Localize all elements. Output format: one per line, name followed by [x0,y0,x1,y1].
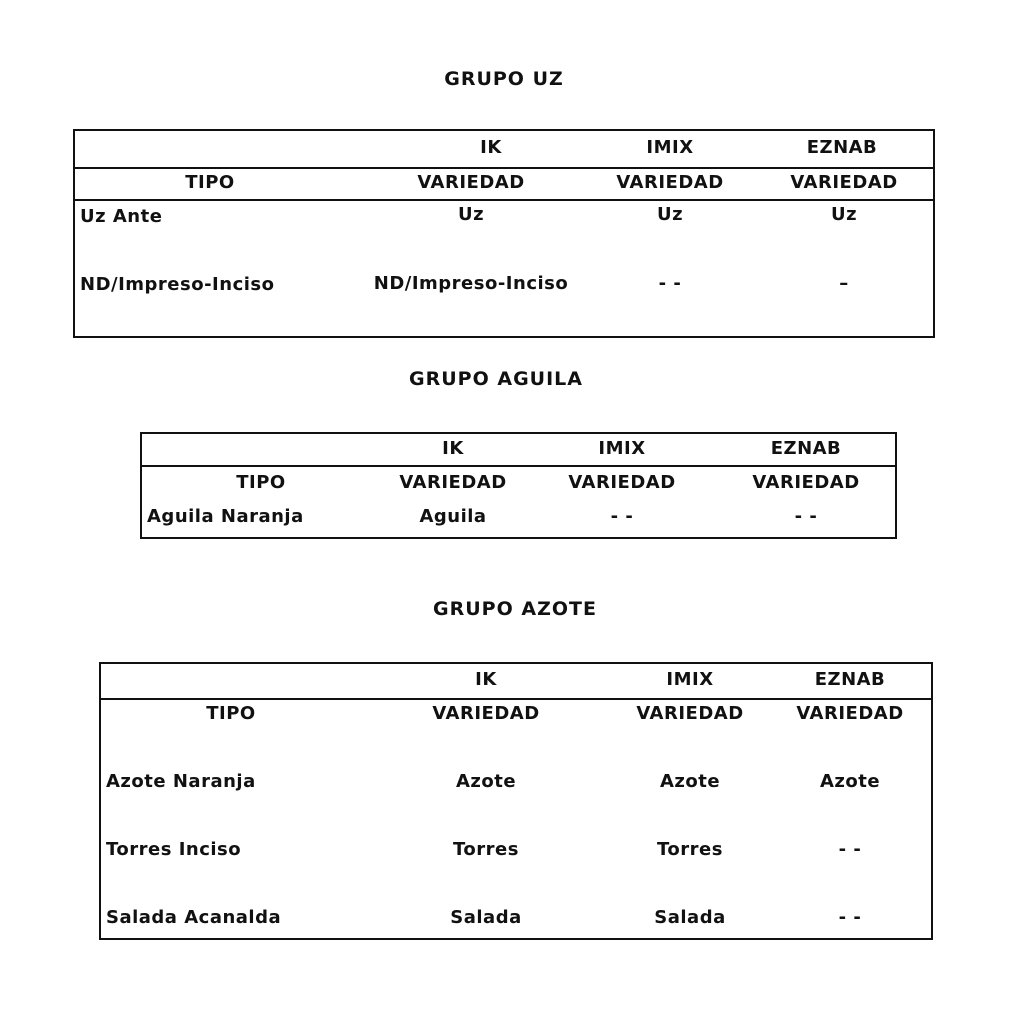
row-tipo: Uz Ante [80,206,163,227]
table-row [75,201,933,271]
col-group-imix: IMIX [646,137,694,158]
header-variedad-imix: VARIEDAD [568,472,676,493]
col-group-imix: IMIX [666,669,714,690]
row-imix: - - [658,273,682,294]
row-imix: Torres [657,839,723,860]
group-title-azote: GRUPO AZOTE [433,598,597,620]
col-group-ik: IK [480,137,502,158]
row-imix: - - [610,506,634,527]
header-variedad-ik: VARIEDAD [432,703,540,724]
row-tipo: ND/Impreso-Inciso [80,274,275,295]
header-row [142,467,895,503]
row-ik: Torres [453,839,519,860]
row-ik: Aguila [419,506,487,527]
column-group-row [75,131,933,169]
row-eznab: - - [838,907,862,928]
col-group-ik: IK [442,438,464,459]
row-ik: Salada [450,907,522,928]
row-eznab: - - [838,839,862,860]
header-tipo: TIPO [185,172,235,193]
header-variedad-eznab: VARIEDAD [796,703,904,724]
row-tipo: Azote Naranja [106,771,256,792]
row-eznab: - - [794,506,818,527]
row-eznab: Uz [830,204,858,225]
row-tipo: Salada Acanalda [106,907,282,928]
group-title-aguila: GRUPO AGUILA [409,368,583,390]
header-row [75,169,933,201]
row-eznab: – [839,273,849,294]
table-row [101,902,931,938]
header-variedad-imix: VARIEDAD [636,703,744,724]
table-row [101,834,931,902]
row-tipo: Torres Inciso [106,839,242,860]
row-imix: Salada [654,907,726,928]
row-ik: Uz [457,204,485,225]
header-tipo: TIPO [236,472,286,493]
row-imix: Azote [659,771,721,792]
table-grupo-uz [73,129,935,338]
table-grupo-aguila [140,432,897,539]
col-group-ik: IK [475,669,497,690]
header-variedad-ik: VARIEDAD [399,472,507,493]
table-row [101,766,931,834]
table-row [142,503,895,537]
row-ik: ND/Impreso-Inciso [373,273,569,294]
col-group-imix: IMIX [598,438,646,459]
header-variedad-ik: VARIEDAD [417,172,525,193]
header-row [101,700,931,766]
group-title-uz: GRUPO UZ [444,68,564,90]
header-variedad-eznab: VARIEDAD [790,172,898,193]
row-ik: Azote [455,771,517,792]
col-group-eznab: EZNAB [814,669,886,690]
header-variedad-eznab: VARIEDAD [752,472,860,493]
row-imix: Uz [656,204,684,225]
col-group-eznab: EZNAB [806,137,878,158]
row-tipo: Aguila Naranja [147,506,304,527]
table-row [75,271,933,331]
column-group-row [142,434,895,467]
col-group-eznab: EZNAB [770,438,842,459]
header-tipo: TIPO [206,703,256,724]
table-grupo-azote [99,662,933,940]
header-variedad-imix: VARIEDAD [616,172,724,193]
row-eznab: Azote [819,771,881,792]
column-group-row [101,664,931,700]
